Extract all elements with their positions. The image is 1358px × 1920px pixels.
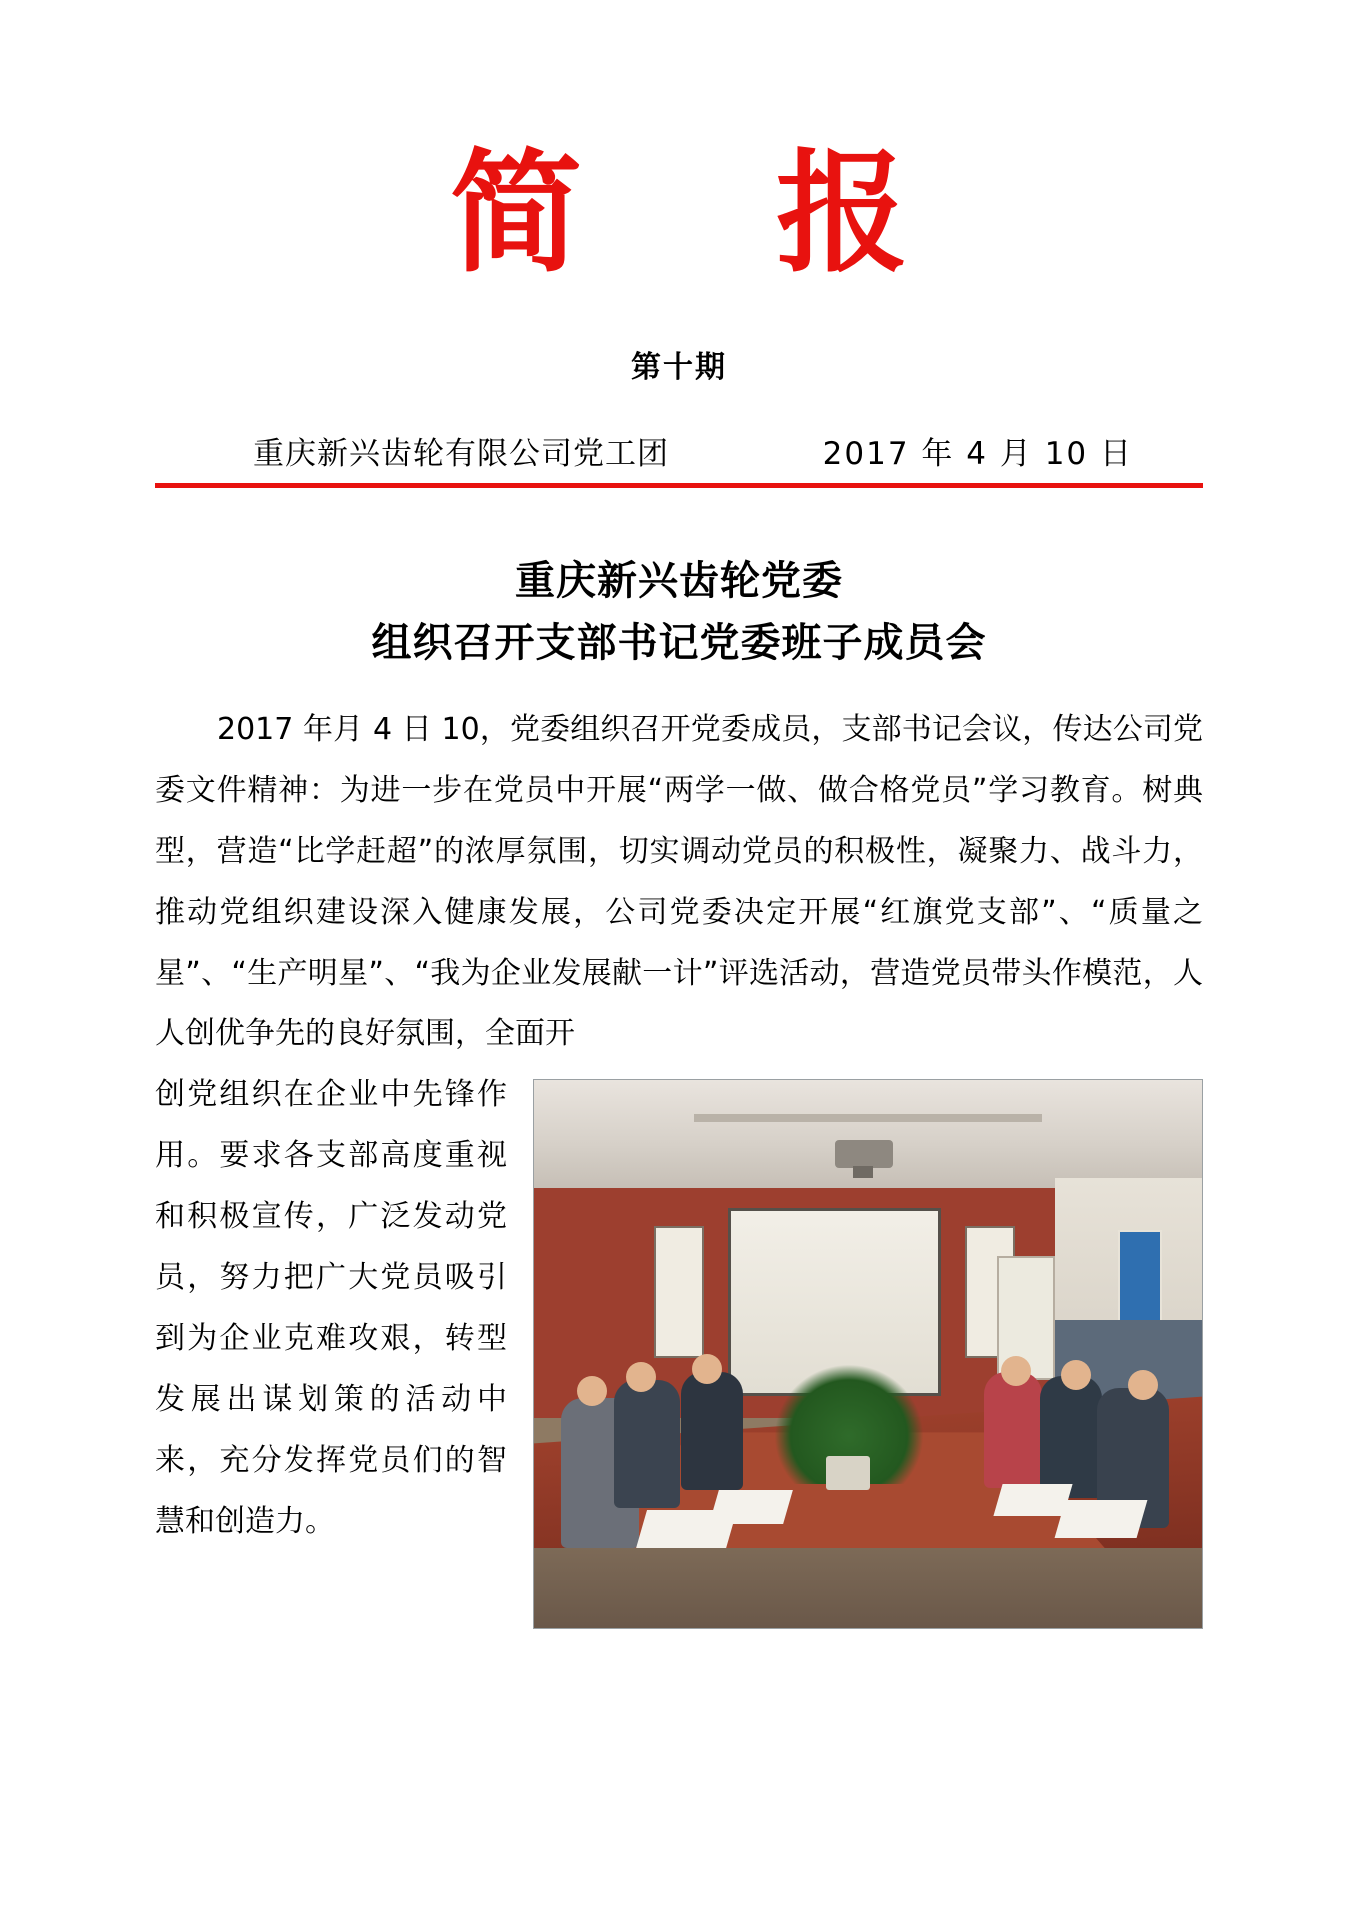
meeting-room-photo	[533, 1079, 1203, 1629]
organization-name: 重庆新兴齿轮有限公司党工团	[253, 436, 669, 472]
document-sheet-2	[709, 1490, 793, 1524]
article-paragraph-1: 2017 年月 4 日 10，党委组织召开党委成员，支部书记会议，传达公司党委文件精神：为进一步在党员中开展“两学一做、做合格党员”学习教育。树典型，营造“比学赶超”的浓厚氛围，切实调动党员的积极性，凝聚力、战斗力，推动党组织建设深入健康发展，公司党委决定开展“红旗党支部”、“质量之星”、“生产明星”、“我为企业发展献一计”评选活动，营造党员带头作模范，人人创优争先的良好氛围，全面开	[155, 712, 1203, 1052]
attendee-5	[1040, 1376, 1102, 1498]
publish-date: 2017 年 4 月 10 日	[822, 436, 1133, 472]
attendee-2	[614, 1380, 680, 1508]
attendee-4	[984, 1372, 1042, 1488]
header-divider	[155, 483, 1203, 488]
document-sheet-4	[1054, 1500, 1147, 1538]
article-headline	[155, 550, 1203, 674]
attendee-3	[681, 1372, 743, 1490]
issue-number: 第十期	[631, 350, 727, 385]
wall-frame-left	[654, 1226, 704, 1358]
page-title: 简 报	[450, 136, 982, 291]
projector-icon	[835, 1140, 893, 1168]
potted-plant	[774, 1364, 924, 1484]
article-body	[155, 700, 1203, 1639]
attendee-3-head	[692, 1354, 722, 1384]
article-paragraph-2: 创党组织在企业中先锋作用。要求各支部高度重视和积极宣传，广泛发动党员，努力把广大党员吸引到为企业克难攻艰，转型发展出谋划策的活动中来，充分发挥党员们的智慧和创造力。	[155, 1077, 507, 1539]
masthead-meta	[155, 428, 1203, 473]
headline-line-2: 组织召开支部书记党委班子成员会	[371, 620, 987, 666]
masthead	[155, 0, 1203, 386]
headline-line-1: 重庆新兴齿轮党委	[515, 558, 843, 604]
photo-floor-front	[534, 1548, 1202, 1628]
